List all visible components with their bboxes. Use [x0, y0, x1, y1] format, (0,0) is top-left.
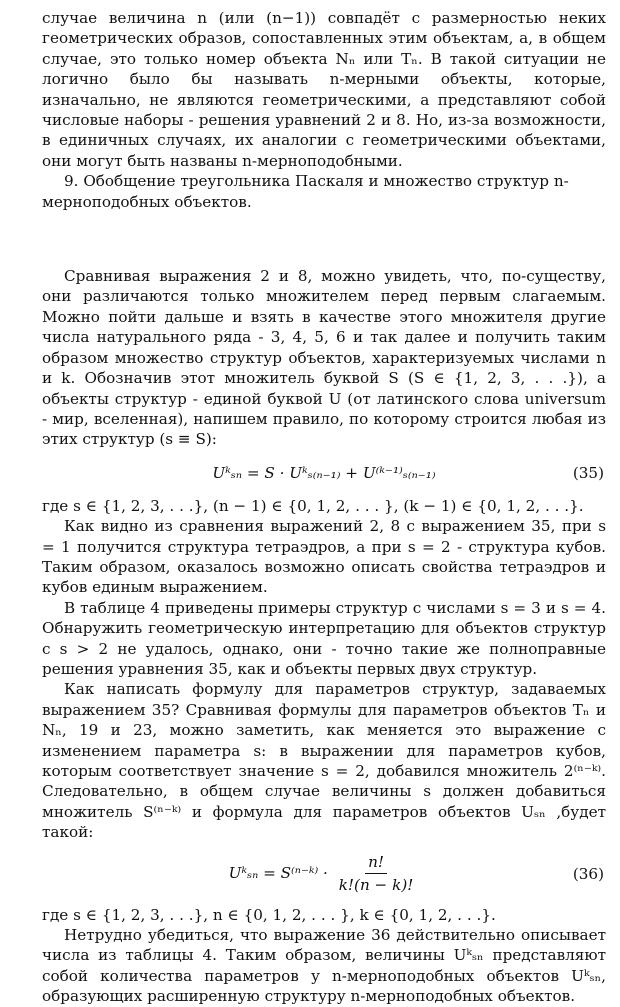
equation-35-term2: U⁽ᵏ⁻¹⁾ₛ₍ₙ₋₁₎: [362, 463, 436, 482]
paragraph-formula: Как написать формулу для параметров структур, задаваемых выражением 35? Сравнивая формулы для параметров объектов Tₙ и Nₙ, 19 и 23, можно заметить, как меняется это выражение с изменением параметра s: в выражении для параметров кубов, которым соответствует значение s = 2, добавился множитель 2⁽ⁿ⁻ᵏ⁾. Следовательно, в общем случае величины s должен добавиться множитель S⁽ⁿ⁻ᵏ⁾ и формула для параметров объектов Uₛₙ ,будет такой:: [42, 680, 606, 842]
paragraph-comparison: Сравнивая выражения 2 и 8, можно увидеть, что, по-существу, они различаются только множителем перед первым слагаемым. Можно пойти дальше и взять в качестве этого множителя другие числа натурального ряда - 3, 4, 5, 6 и так далее и получить таким образом множество структур объектов, характеризуемых числами n и k. Обозначив этот множитель буквой S (S ∈ {1, 2, 3, . . .}), а объекты структур - единой буквой U (от латинского слова universum - мир, вселенная), напишем правило, по которому строится любая из этих структур (s ≡ S):: [42, 267, 606, 449]
equation-36-fraction: [336, 852, 417, 896]
equation-35-lhs: Uᵏₛₙ = S ·: [212, 463, 290, 482]
equation-35-term1: Uᵏₛ₍ₙ₋₁₎: [289, 463, 341, 482]
equation-36-lhs: Uᵏₛₙ = S⁽ⁿ⁻ᵏ⁾ ·: [228, 863, 333, 882]
equation-35-plus: +: [340, 463, 363, 482]
paragraph-structures: Как видно из сравнения выражений 2, 8 с выражением 35, при s = 1 получится структура тетраэдров, а при s = 2 - структура кубов. Таким образом, оказалось возможно описать свойства тетраэдров и кубов единым выражением.: [42, 517, 606, 597]
spacer: [42, 212, 606, 266]
equation-36-denominator: k!(n − k)!: [338, 876, 414, 895]
equation-36-numerator: n!: [365, 852, 387, 874]
paragraph-table-4: В таблице 4 приведены примеры структур с числами s = 3 и s = 4. Обнаружить геометрическую интерпретацию для объектов структур с s > 2 не удалось, однако, они - точно такие же полноправные решения уравнения 35, как и объекты первых двух структур.: [42, 598, 606, 678]
equation-36-number: (36): [572, 864, 604, 883]
where-clause-35: где s ∈ {1, 2, 3, . . .}, (n − 1) ∈ {0, 1, 2, . . . }, (k − 1) ∈ {0, 1, 2, . . .}.: [42, 496, 584, 515]
equation-36: [42, 843, 606, 905]
paragraph-intro: случае величина n (или (n−1)) совпадёт с размерностью неких геометрических образов, сопоставленных этим объектам, а, в общем случае, это только номер объекта Nₙ или Tₙ. В такой ситуации не логично было бы называть n-мерными объекты, которые, изначально, не являются геометрическими, а представляют собой числовые наборы - решения уравнений 2 и 8. Но, из-за возможности, в единичных случаях, их аналогии с геометрическими объектами, они могут быть названы n-мерноподобными.: [42, 9, 606, 170]
equation-35: [42, 450, 606, 496]
paragraph-conclusion: Нетрудно убедиться, что выражение 36 действительно описывает числа из таблицы 4. Таким образом, величины Uᵏₛₙ представляют собой количества параметров у n-мерноподобных объектов Uᵏₛₙ, образующих расширенную структуру n-мерноподобных объектов.: [42, 926, 606, 1006]
where-clause-36: где s ∈ {1, 2, 3, . . .}, n ∈ {0, 1, 2, . . . }, k ∈ {0, 1, 2, . . .}.: [42, 905, 496, 924]
section-heading: 9. Обобщение треугольника Паскаля и множество структур n-мерноподобных объектов.: [42, 172, 569, 211]
equation-35-number: (35): [572, 463, 604, 482]
